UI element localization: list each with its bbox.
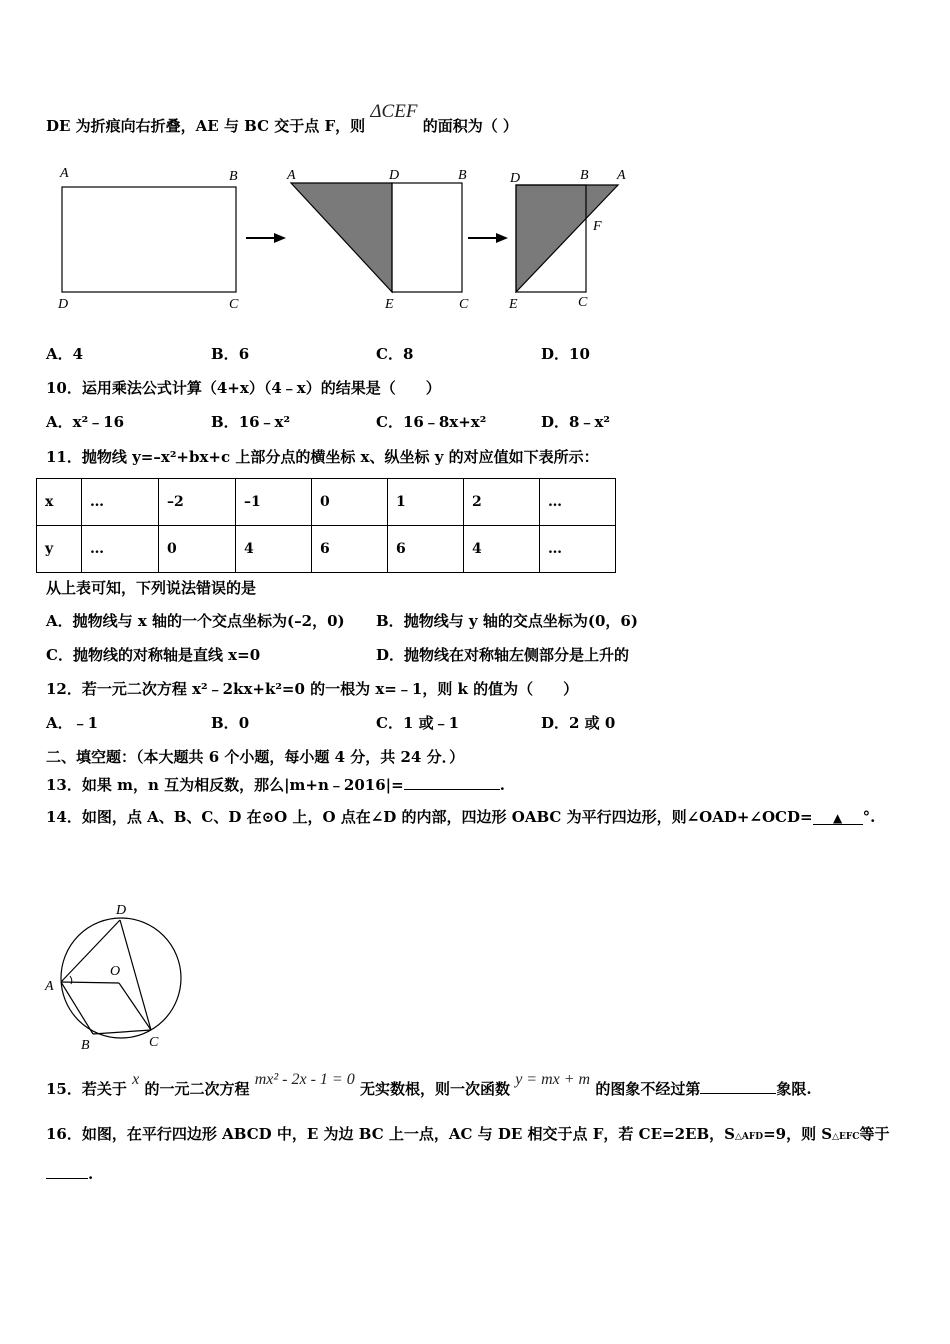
table-row-x [37, 479, 616, 526]
q13-end: . [499, 776, 505, 794]
fig1-label-c: C [229, 297, 239, 312]
fig2-label-e: E [385, 297, 394, 312]
q9-folding-figure [40, 160, 640, 320]
q16-end: . [88, 1165, 94, 1183]
table-row-y [37, 526, 616, 573]
q16-sub1: △AFD [734, 1132, 764, 1142]
table-cell: 0 [159, 526, 236, 573]
q15-part1: 15．若关于 [46, 1080, 127, 1098]
q9-option-c[interactable]: C．8 [376, 345, 414, 363]
table-cell: x [37, 479, 82, 526]
q11-after-text: 从上表可知，下列说法错误的是 [46, 579, 257, 597]
label-d: D [116, 903, 127, 918]
q14-end: °. [862, 808, 876, 826]
fig3-label-c: C [578, 295, 588, 310]
q15-part2: 的一元二次方程 [144, 1080, 250, 1098]
q16-answer-blank[interactable] [46, 1162, 88, 1179]
q16-part2: =9，则 S [763, 1125, 833, 1143]
fig1-label-a: A [60, 166, 69, 181]
q9-option-a[interactable]: A．4 [46, 345, 84, 363]
label-b: B [81, 1038, 90, 1053]
q14-text: 14．如图，点 A、B、C、D 在⊙O 上，O 点在∠D 的内部，四边形 OABC 为平行四边形，则∠OAD+∠OCD= [46, 808, 813, 826]
fig3-label-e: E [509, 297, 518, 312]
fig1-rectangle [62, 187, 236, 292]
label-c: C [149, 1035, 159, 1050]
fig3-label-f: F [593, 219, 602, 234]
table-cell: … [540, 479, 616, 526]
table-cell: 4 [464, 526, 540, 573]
q10-option-b[interactable]: B．16﹣x² [211, 413, 291, 431]
q9-stem [46, 101, 518, 136]
q15-part5: 象限. [776, 1080, 812, 1098]
q14-circle-figure [40, 900, 200, 1060]
table-cell: … [540, 526, 616, 573]
fig2-label-c: C [459, 297, 469, 312]
fig1-label-b: B [229, 169, 238, 184]
fig2-shaded-triangle [291, 183, 392, 292]
q11-option-d[interactable]: D．抛物线在对称轴左侧部分是上升的 [376, 646, 630, 664]
fig2-label-b: B [458, 168, 467, 183]
table-cell: –2 [159, 479, 236, 526]
fig2-rectangle [392, 183, 462, 292]
fig1-label-d: D [58, 297, 69, 312]
fig3-shaded-triangle [516, 185, 618, 292]
table-cell: 6 [312, 526, 388, 573]
angle-arc [70, 976, 72, 984]
table-cell: 0 [312, 479, 388, 526]
q14-stem [46, 807, 875, 827]
fig2-label-a: A [287, 168, 296, 183]
q10-option-a[interactable]: A．x²﹣16 [46, 413, 125, 431]
circle-o [61, 918, 181, 1038]
arrow-1-head [274, 233, 286, 243]
q13-answer-blank[interactable] [404, 773, 500, 790]
q9-math: ΔCEF [370, 101, 418, 122]
arrow-2-head [496, 233, 508, 243]
q13-stem [46, 773, 505, 795]
table-cell: 6 [388, 526, 464, 573]
q14-answer-blank[interactable]: ▲ [813, 808, 863, 825]
fig3-label-d: D [510, 171, 521, 186]
q11-stem: 11．抛物线 y=–x²+bx+c 上部分点的横坐标 x、纵坐标 y 的对应值如下表所示： [46, 448, 599, 466]
q15-answer-blank[interactable] [700, 1077, 776, 1094]
section-2-heading: 二、填空题：（本大题共 6 个小题，每小题 4 分，共 24 分．） [46, 748, 465, 766]
q16-part3: 等于 [859, 1125, 890, 1143]
q10-option-d[interactable]: D．8﹣x² [541, 413, 610, 431]
q11-value-table [36, 478, 616, 573]
label-a: A [45, 979, 54, 994]
segment-dc [120, 920, 151, 1030]
q12-stem: 12．若一元二次方程 x²﹣2kx+k²=0 的一根为 x=﹣1，则 k 的值为（ ） [46, 680, 579, 698]
q16-part1: 16．如图，在平行四边形 ABCD 中，E 为边 BC 上一点，AC 与 DE 相交于点 F，若 CE=2EB，S [46, 1125, 735, 1143]
segment-ao [61, 982, 119, 983]
q15-part4: 的图象不经过第 [595, 1080, 701, 1098]
table-cell: 4 [236, 526, 312, 573]
table-cell: … [82, 526, 159, 573]
q11-option-a[interactable]: A．抛物线与 x 轴的一个交点坐标为(–2，0) [46, 612, 345, 630]
q16-answer-line [46, 1162, 93, 1184]
segment-oc [119, 983, 151, 1030]
table-cell: –1 [236, 479, 312, 526]
q9-option-b[interactable]: B．6 [211, 345, 250, 363]
q16-sub2: △EFC [832, 1132, 860, 1142]
table-cell: y [37, 526, 82, 573]
q15-part3: 无实数根，则一次函数 [359, 1080, 510, 1098]
q13-text: 13．如果 m，n 互为相反数，那么|m+n﹣2016|= [46, 776, 404, 794]
q9-intro: DE 为折痕向右折叠，AE 与 BC 交于点 F，则 [46, 117, 366, 135]
table-cell: 1 [388, 479, 464, 526]
q10-option-c[interactable]: C．16﹣8x+x² [376, 413, 487, 431]
q9-tail: 的面积为（ ） [422, 117, 518, 135]
fig2-label-d: D [389, 168, 400, 183]
segment-ab [61, 982, 93, 1034]
label-o: O [110, 964, 121, 979]
q15-stem [46, 1071, 812, 1100]
q10-stem: 10．运用乘法公式计算（4+x）（4﹣x）的结果是（ ） [46, 379, 441, 397]
q12-option-b[interactable]: B．0 [211, 714, 250, 732]
q9-option-d[interactable]: D．10 [541, 345, 590, 363]
q12-option-a[interactable]: A．﹣1 [46, 714, 99, 732]
fig3-label-a: A [617, 168, 626, 183]
table-cell: … [82, 479, 159, 526]
segment-bc [93, 1030, 151, 1034]
q15-var-x: x [132, 1071, 140, 1088]
q15-equation: mx² - 2x - 1 = 0 [254, 1071, 355, 1088]
q11-option-b[interactable]: B．抛物线与 y 轴的交点坐标为(0，6) [376, 612, 638, 630]
fig3-label-b: B [580, 168, 589, 183]
q15-function: y = mx + m [515, 1071, 591, 1088]
table-cell: 2 [464, 479, 540, 526]
q11-option-c[interactable]: C．抛物线的对称轴是直线 x=0 [46, 646, 261, 664]
q16-stem [46, 1124, 890, 1147]
q12-option-d[interactable]: D．2 或 0 [541, 714, 616, 732]
q12-option-c[interactable]: C．1 或﹣1 [376, 714, 460, 732]
